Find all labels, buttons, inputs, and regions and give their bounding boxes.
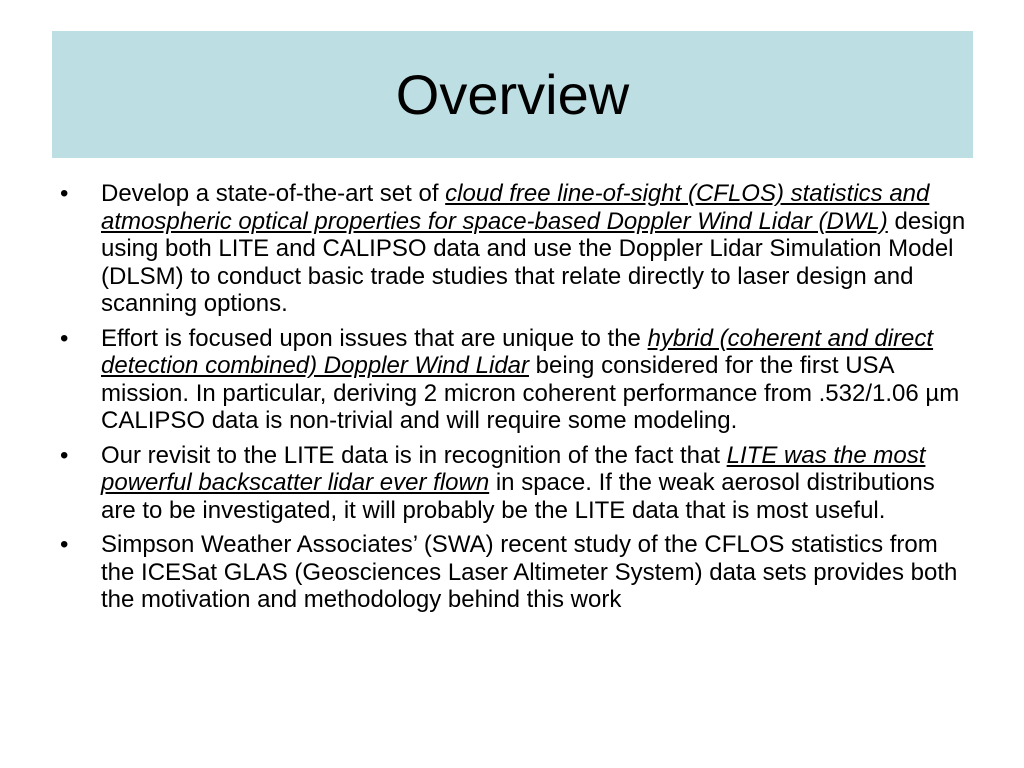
bullet-item — [60, 325, 970, 435]
bullet-item — [60, 442, 970, 525]
bullet-item — [60, 531, 970, 614]
bullet-text-plain: Develop a state-of-the-art set of — [101, 180, 446, 207]
bullet-text-plain: Effort is focused upon issues that are unique to the — [101, 324, 648, 352]
bullet-text-emphasis: cloud free line-of-sight (CFLOS) statistics and atmospheric optical properties for space-based Doppler Wind Lidar (DWL) — [101, 180, 930, 235]
bullet-list — [60, 180, 970, 621]
bullet-text-plain: in space. If the weak aerosol distributions are to be investigated, it will probably be the LITE data that is most useful. — [101, 469, 935, 524]
bullet-dot-icon: • — [60, 531, 69, 558]
bullet-dot-icon: • — [60, 324, 69, 352]
bullet-item — [60, 180, 970, 318]
slide-title: Overview — [395, 63, 630, 126]
bullet-dot-icon: • — [60, 180, 69, 207]
bullet-text-plain: Simpson Weather Associates’ (SWA) recent study of the CFLOS statistics from the ICESat GLAS (Geosciences Laser Altimeter System) data sets provides both the motivation and methodology behind this work — [101, 531, 958, 613]
bullet-dot-icon: • — [60, 441, 69, 469]
title-band — [52, 31, 973, 158]
bullet-text-plain: design using both LITE and CALIPSO data and use the Doppler Lidar Simulation Model (DLSM) to conduct basic trade studies that relate directly to laser design and scanning options. — [101, 207, 966, 317]
bullet-text-plain: Our revisit to the LITE data is in recognition of the fact that — [101, 441, 727, 469]
bullet-text-emphasis: hybrid (coherent and direct detection combined) Doppler Wind Lidar — [101, 324, 934, 379]
bullet-text-plain: being considered for the first USA mission. In particular, deriving 2 micron coherent performance from .532/1.06 µm CALIPSO data is non-trivial and will require some modeling. — [101, 352, 960, 434]
bullet-text-emphasis: LITE was the most powerful backscatter lidar ever flown — [101, 441, 926, 496]
